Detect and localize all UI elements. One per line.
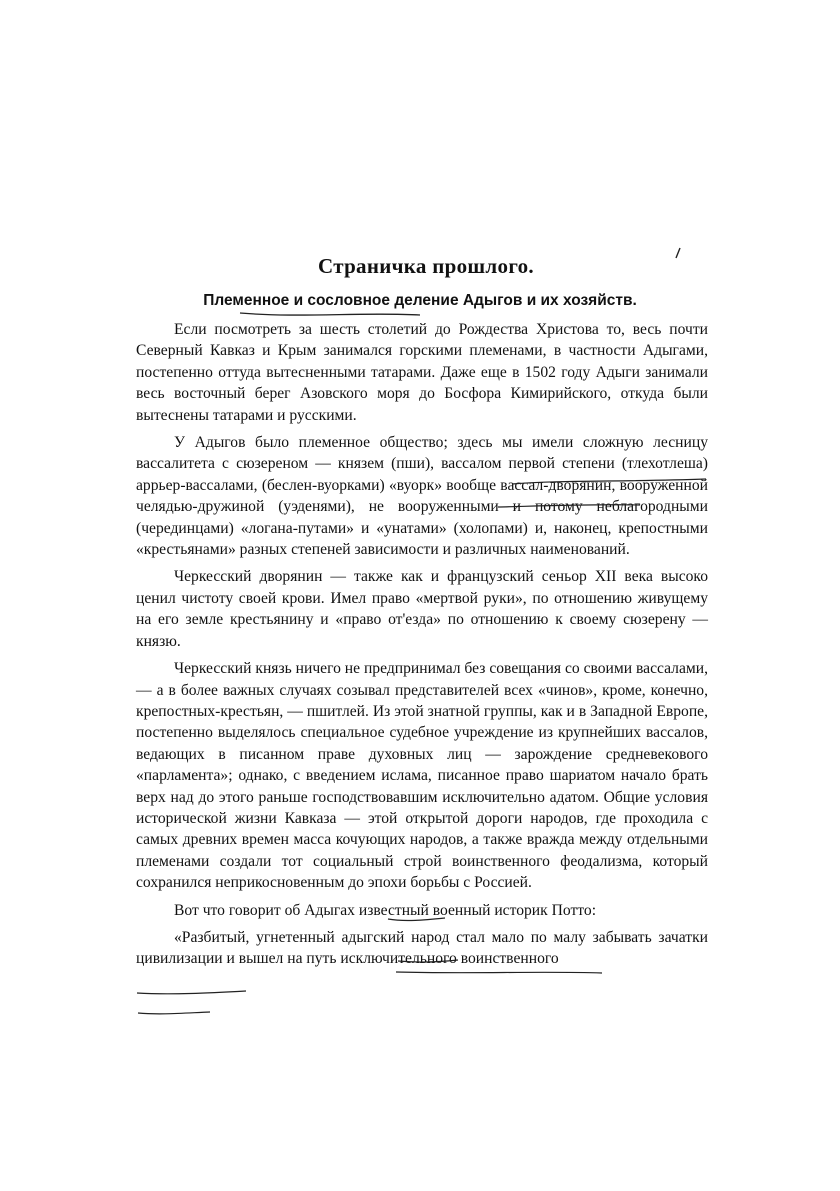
body-text <box>136 319 708 976</box>
paragraph: Черкесский дворянин — также как и французский сеньор XII века высоко ценил чистоту своей крови. Имел право «мертвой руки», по отношению живущему на его земле крестьянину и «право от'езда» по отношению к своему сюзерену — князю. <box>136 568 708 650</box>
subtitle-underline <box>240 313 420 315</box>
underline-stroke <box>138 1012 210 1014</box>
underline-stroke <box>137 991 246 994</box>
paragraph: Если посмотреть за шесть столетий до Рождества Христова то, весь почти Северный Кавказ и Крым занимался горскими племенами, в частности Адыгами, постепенно оттуда вытесненными татарами. Даже еще в 1502 году Адыги занимали весь восточный берег Азовского моря до Босфора Кимирийского, откуда были вытеснены татарами и русскими. <box>136 321 708 424</box>
paragraph: Черкесский князь ничего не предпринимал без совещания со своими вассалами, — а в более важных случаях созывал представителей всех «чинов», кроме, конечно, крепостных-крестьян, — пшитлей. Из этой знатной группы, как и в Западной Европе, постепенно выделялось специальное судебное учреждение из крупнейших вассалов, ведающих в писанном праве духовных лиц — зарождение средневекового «парламента»; однако, с введением ислама, писанное право шариатом начало брать верх над до этого раньше господствовавшим исключительно адатом. Общие условия исторической жизни Кавказа — этой открытой дороги народов, где проходила с самых древних времен масса кочующих народов, а также вражда между отдельными племенами создали тот социальный строй воинственного феодализма, который сохранился неприкосновенным до эпохи борьбы с Россией. <box>136 660 708 892</box>
page-subtitle: Племенное и сословное деление Адыгов и их хозяйств. <box>203 292 637 309</box>
page-title: Страничка прошлого. <box>318 254 534 278</box>
paragraph: Вот что говорит об Адыгах известный военный историк Потто: <box>174 901 597 919</box>
paragraph: У Адыгов было племенное общество; здесь мы имели сложную лесницу вассалитета с сюзереном — князем (пши), вассалом первой степени (тлехотлеша) аррьер-вассалами, (беслен-вуорками) «вуорк» вообще вассал-дворянин, вооруженной челядью-дружиной (уэденями), не вооруженными и потому неблагородными (черединцами) «логана-путами» и «унатами» (холопами) и, наконец, крепостными «крестьянами» разных степеней зависимости и различных наименований. <box>136 434 708 559</box>
paragraph: «Разбитый, угнетенный адыгский народ стал мало по малу забывать зачатки цивилизации и вышел на путь исключительного воинственного <box>136 928 708 968</box>
